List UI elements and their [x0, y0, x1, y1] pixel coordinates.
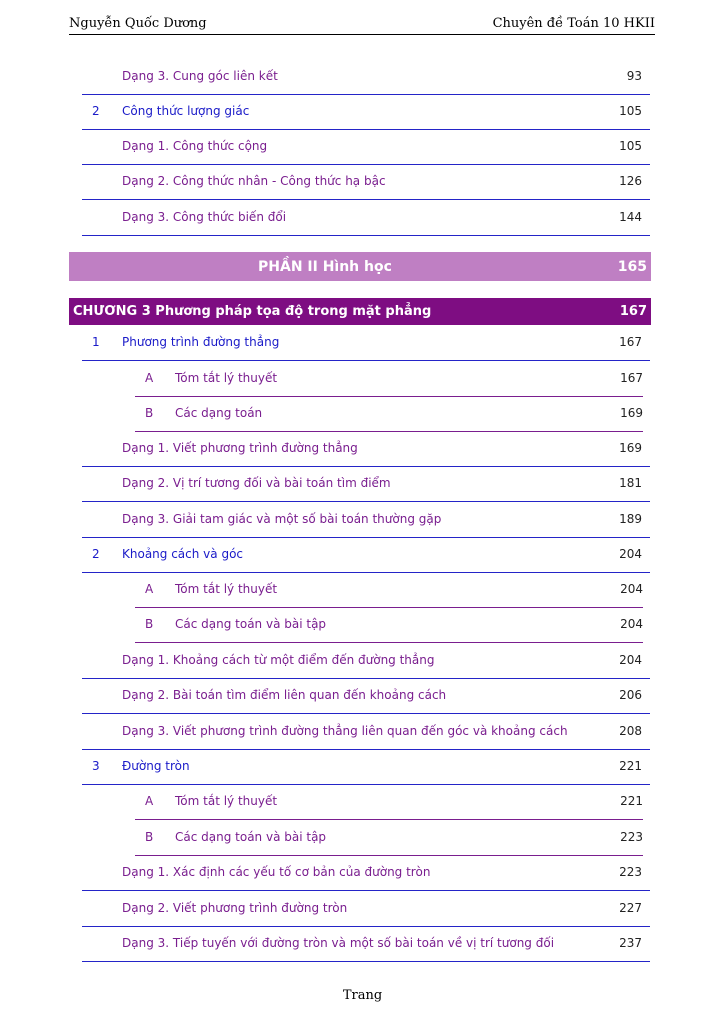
toc-entry-title: Dạng 2. Bài toán tìm điểm liên quan đến khoảng cách — [122, 688, 447, 702]
toc-entry-title: Dạng 3. Cung góc liên kết — [122, 69, 278, 83]
toc-entry-subsection[interactable] — [135, 820, 643, 856]
toc-entry-page: 169 — [620, 406, 643, 420]
toc-entry-title: Khoảng cách và góc — [122, 547, 244, 561]
toc-entry-title: Tóm tắt lý thuyết — [175, 582, 278, 596]
toc-entry-dang[interactable] — [82, 59, 650, 95]
toc-part-heading[interactable] — [69, 252, 651, 281]
toc-entry-dang[interactable] — [82, 678, 650, 714]
toc-entry-dang[interactable] — [82, 466, 650, 502]
toc-entry-title: Phương trình đường thẳng — [122, 335, 280, 349]
toc-entry-number: 3 — [92, 759, 100, 773]
header-author: Nguyễn Quốc Dương — [69, 16, 207, 31]
toc-entry-page: 204 — [620, 617, 643, 631]
toc-entry-dang[interactable] — [82, 502, 650, 538]
toc-entry-dang[interactable] — [82, 714, 650, 750]
toc-entry-letter: A — [145, 794, 154, 808]
toc-entry-section[interactable] — [82, 325, 650, 361]
toc-entry-number: 1 — [92, 335, 100, 349]
toc-entry-title: Dạng 2. Viết phương trình đường tròn — [122, 901, 348, 915]
header-title: Chuyên đề Toán 10 HKII — [492, 16, 655, 31]
toc-entry-page: 181 — [619, 476, 642, 490]
toc-entry-title: Dạng 2. Vị trí tương đối và bài toán tìm điểm — [122, 476, 391, 490]
toc-entry-page: 126 — [619, 174, 642, 188]
toc-entry-title: Các dạng toán và bài tập — [175, 617, 327, 631]
toc-entry-section[interactable] — [82, 749, 650, 785]
page-footer: Trang — [342, 988, 383, 1003]
toc-entry-dang[interactable] — [82, 643, 650, 679]
toc-entry-page: 105 — [619, 104, 642, 118]
toc-entry-letter: A — [145, 582, 154, 596]
toc-entry-dang[interactable] — [82, 891, 650, 927]
toc-entry-title: Các dạng toán và bài tập — [175, 830, 327, 844]
toc-entry-section[interactable] — [82, 94, 650, 130]
toc-entry-page: 206 — [619, 688, 642, 702]
toc-entry-letter: A — [145, 371, 154, 385]
toc-entry-title: Dạng 3. Công thức biến đổi — [122, 210, 287, 224]
toc-entry-title: Dạng 3. Tiếp tuyến với đường tròn và một số bài toán về vị trí tương đối — [122, 936, 555, 950]
toc-entry-page: 221 — [620, 794, 643, 808]
toc-entry-title: Dạng 1. Công thức cộng — [122, 139, 268, 153]
part-page: 165 — [617, 259, 647, 275]
toc-entry-page: 227 — [619, 901, 642, 915]
toc-entry-title: Dạng 1. Xác định các yếu tố cơ bản của đường tròn — [122, 865, 431, 879]
toc-entry-page: 169 — [619, 441, 642, 455]
toc-entry-page: 223 — [619, 865, 642, 879]
toc-entry-page: 167 — [619, 335, 642, 349]
toc-entry-number: 2 — [92, 104, 100, 118]
toc-entry-dang[interactable] — [82, 431, 650, 467]
toc-entry-title: Tóm tắt lý thuyết — [175, 371, 278, 385]
toc-entry-number: 2 — [92, 547, 100, 561]
toc-entry-subsection[interactable] — [135, 572, 643, 608]
toc-entry-title: Các dạng toán — [175, 406, 263, 420]
toc-entry-subsection[interactable] — [135, 361, 643, 397]
toc-entry-page: 204 — [620, 582, 643, 596]
toc-entry-page: 189 — [619, 512, 642, 526]
toc-entry-page: 167 — [620, 371, 643, 385]
toc-entry-title: Dạng 3. Viết phương trình đường thẳng liên quan đến góc và khoảng cách — [122, 724, 568, 738]
toc-entry-title: Đường tròn — [122, 759, 190, 773]
toc-entry-title: Dạng 1. Khoảng cách từ một điểm đến đường thẳng — [122, 653, 435, 667]
toc-entry-subsection[interactable] — [135, 396, 643, 432]
toc-entry-letter: B — [145, 617, 154, 631]
toc-entry-title: Tóm tắt lý thuyết — [175, 794, 278, 808]
part-label: PHẦN II Hình học — [258, 259, 392, 275]
toc-entry-title: Dạng 3. Giải tam giác và một số bài toán thường gặp — [122, 512, 442, 526]
toc-entry-letter: B — [145, 406, 154, 420]
toc-entry-title: Công thức lượng giác — [122, 104, 250, 118]
toc-entry-page: 208 — [619, 724, 642, 738]
toc-entry-page: 105 — [619, 139, 642, 153]
toc-entry-page: 204 — [619, 653, 642, 667]
page-header — [69, 16, 655, 35]
toc-entry-page: 93 — [626, 69, 642, 83]
chapter-label: CHƯƠNG 3 Phương pháp tọa độ trong mặt phẳng — [73, 304, 432, 319]
toc-entry-dang[interactable] — [82, 200, 650, 236]
toc-chapter-heading[interactable] — [69, 298, 651, 325]
toc-entry-dang[interactable] — [82, 164, 650, 200]
toc-entry-page: 144 — [619, 210, 642, 224]
toc-entry-dang[interactable] — [82, 926, 650, 962]
toc-entry-section[interactable] — [82, 537, 650, 573]
toc-entry-subsection[interactable] — [135, 607, 643, 643]
toc-entry-page: 237 — [619, 936, 642, 950]
toc-entry-dang[interactable] — [82, 855, 650, 891]
toc-entry-page: 221 — [619, 759, 642, 773]
chapter-page: 167 — [619, 304, 647, 319]
toc-entry-title: Dạng 2. Công thức nhân - Công thức hạ bậc — [122, 174, 386, 188]
toc-entry-dang[interactable] — [82, 129, 650, 165]
toc-entry-subsection[interactable] — [135, 784, 643, 820]
toc-entry-page: 223 — [620, 830, 643, 844]
toc-entry-title: Dạng 1. Viết phương trình đường thẳng — [122, 441, 358, 455]
toc-entry-letter: B — [145, 830, 154, 844]
toc-entry-page: 204 — [619, 547, 642, 561]
